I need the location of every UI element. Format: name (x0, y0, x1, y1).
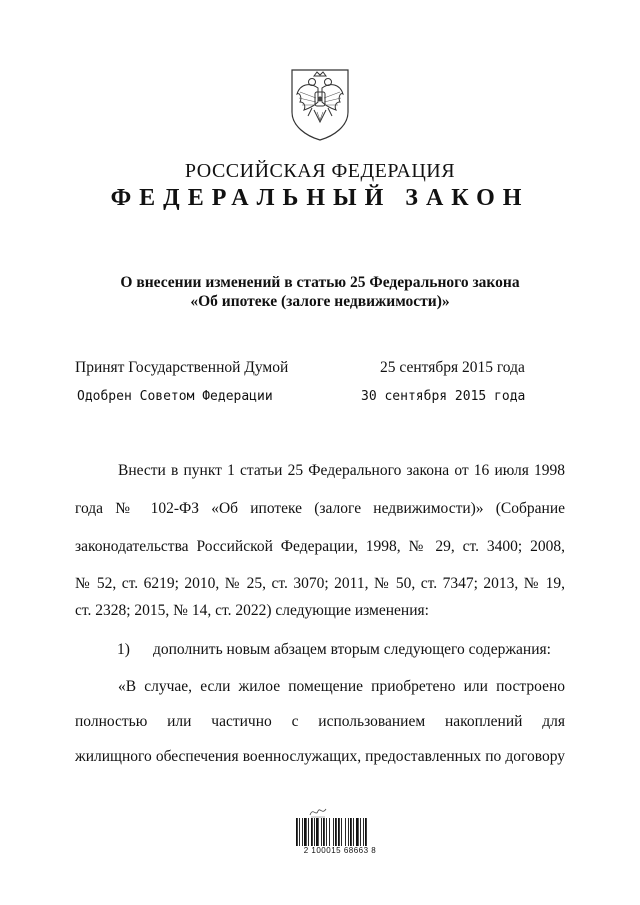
barcode-bar (360, 818, 361, 846)
barcode-bar (345, 818, 346, 846)
body-line: Внести в пункт 1 статьи 25 Федерального закона от 16 июля 1998 (118, 462, 565, 479)
barcode-bar (304, 818, 307, 846)
barcode-bar (299, 818, 300, 846)
barcode-bar (348, 818, 349, 846)
barcode-bar (302, 818, 303, 846)
duma-adoption-label: Принят Государственной Думой (75, 359, 289, 376)
council-approval-label: Одобрен Советом Федерации (77, 389, 273, 404)
quote-line: жилищного обеспечения военнослужащих, предоставленных по договору (75, 748, 565, 765)
barcode-bar (353, 818, 354, 846)
barcode-bar (333, 818, 334, 846)
barcode-bar (329, 818, 330, 846)
barcode-bar (335, 818, 337, 846)
barcode-bar (296, 818, 298, 846)
council-approval-date: 30 сентября 2015 года (361, 389, 526, 404)
barcode-bar (311, 818, 313, 846)
barcode-number: 2 100015 68663 8 (303, 846, 377, 855)
document-type: ФЕДЕРАЛЬНЫЙ ЗАКОН (110, 185, 530, 211)
barcode-bar (365, 818, 367, 846)
barcode-bar (341, 818, 342, 846)
barcode-icon (296, 818, 384, 846)
barcode-bar (321, 818, 322, 846)
body-line: ст. 2328; 2015, № 14, ст. 2022) следующие изменения: (75, 602, 429, 619)
country-name: РОССИЙСКАЯ ФЕДЕРАЦИЯ (184, 160, 456, 182)
law-title-line-2: «Об ипотеке (залоге недвижимости)» (190, 293, 450, 310)
amendment-item-number: 1) (117, 641, 130, 658)
body-line: № 52, ст. 6219; 2010, № 25, ст. 3070; 2011, № 50, ст. 7347; 2013, № 19, (75, 575, 565, 592)
barcode-bar (356, 818, 359, 846)
body-line: законодательства Российской Федерации, 1998, № 29, ст. 3400; 2008, (75, 538, 565, 555)
barcode-bar (308, 818, 309, 846)
barcode-bar (316, 818, 319, 846)
barcode-bar (338, 818, 340, 846)
barcode-bar (326, 818, 327, 846)
signature-mark-icon (308, 805, 328, 819)
barcode-bar (314, 818, 315, 846)
barcode-bar (350, 818, 352, 846)
body-line: года № 102-ФЗ «Об ипотеке (залоге недвижимости)» (Собрание (75, 500, 565, 517)
quote-line: полностью или частично с использованием накоплений для (75, 713, 565, 730)
duma-adoption-date: 25 сентября 2015 года (380, 359, 525, 376)
coat-of-arms-icon (288, 68, 352, 142)
amendment-item-text: дополнить новым абзацем вторым следующего содержания: (153, 641, 551, 658)
barcode-bar (363, 818, 364, 846)
law-title-line-1: О внесении изменений в статью 25 Федерального закона (120, 274, 520, 291)
quote-line: «В случае, если жилое помещение приобретено или построено (118, 678, 565, 695)
barcode-bar (323, 818, 325, 846)
